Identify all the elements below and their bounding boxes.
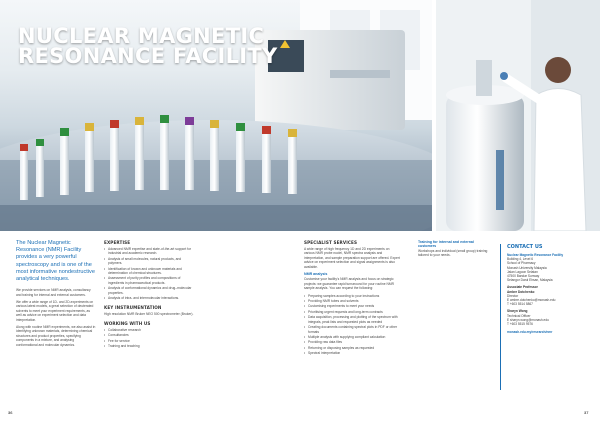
page-number-right: 37	[584, 410, 589, 415]
list-item: • Assessment of purity profiles and compositions of ingredients in pharmaceutical products.	[104, 276, 194, 285]
list-item: • Consultancies	[104, 333, 194, 337]
contact-panel	[500, 244, 586, 390]
working-heading: WORKING WITH US	[104, 320, 151, 326]
page-title: NUCLEAR MAGNETIC RESONANCE FACILITY	[18, 24, 278, 68]
contact-org: Nuclear Magnetic Resonance Facility	[507, 253, 564, 257]
intro-paragraph: We provide services on NMR analysis, consultancy and training for internal and external customers.	[16, 288, 91, 297]
person2-name: Sharyn Wong	[507, 309, 528, 314]
expertise-heading: EXPERTISE	[104, 240, 131, 245]
training-heading: Training for internal and external customers	[418, 240, 474, 249]
training-text: Workshops and individual (small group) training tailored to your needs.	[418, 248, 488, 258]
list-item: • Returning or disposing samples as requested	[304, 346, 400, 350]
person2-role: Technical Officer	[507, 313, 531, 318]
list-item: • Analysis of conformational dynamics and drug–molecular properties.	[104, 286, 194, 295]
intro-paragraph: We offer a wide range of 1D- and 2D-experiments on various latest models, a great selection of deuterated solvents to meet your experiment requirements, as well as advice on experiment selection and data interpretation.	[16, 300, 94, 322]
lab-photo-left	[0, 0, 432, 231]
list-item: • Creating documents containing spectral plots in PDF or other formats	[304, 325, 400, 334]
working-list	[104, 328, 194, 349]
person1-phone: T +603 5514 5867	[507, 302, 533, 307]
list-item: • Fee for service	[104, 339, 194, 343]
list-item: • Analysis of small molecules, natural products, and polymers.	[104, 257, 194, 266]
list-item: • Multiple analysis with supplying compliant calculation	[304, 335, 400, 339]
person1-email[interactable]: E ambre.dotchenko@monash.edu	[507, 298, 556, 303]
website-link[interactable]: monash.edu.my/research/nmr	[507, 330, 553, 335]
list-item: • Prioritising urgent requests and long-term contracts	[304, 310, 400, 314]
list-item: • Customising experiments to meet your needs	[304, 304, 400, 308]
training-column	[418, 240, 490, 261]
instrumentation-text: High resolution NMR Bruker NEO 500 spectrometer (Bruker).	[104, 312, 194, 317]
list-item: • Providing raw data files	[304, 340, 400, 344]
expertise-column	[104, 240, 194, 350]
person2-email[interactable]: E sharyn.wong@monash.edu	[507, 317, 549, 322]
person1-title: Associate Professor	[507, 285, 538, 290]
intro-column	[16, 240, 96, 350]
list-item: • Training and teaching	[104, 344, 194, 348]
specialist-intro: A wide range of high frequency 1D and 2D experiments on various NMR probe nuclei, NMR spectra analysis and interpretation, and sample preparation support are offered. Expert advice on experiment selection and signal assignments is also available.	[304, 247, 400, 269]
intro-lead: The Nuclear Magnetic Resonance (NMR) Facility provides a very powerful spectroscopy and is one of the most informative nondestructive analytical techniques.	[16, 240, 95, 283]
list-item: • Providing NMR tubes and solvents	[304, 299, 400, 303]
address-line: Jalan Lagoon Selatan	[507, 269, 538, 274]
list-item: • Identification of known and unknown materials and determination of chemical structures.	[104, 267, 194, 276]
scientist-photo-illustration	[436, 0, 600, 231]
list-item: • Collaborative research	[104, 328, 194, 332]
specialist-column	[304, 240, 400, 357]
list-item: • Advanced NMR expertise and state-of-the-art support for industrial and academic research.	[104, 247, 194, 256]
instrumentation-heading: KEY INSTRUMENTATION	[104, 305, 162, 311]
page-number-left: 36	[8, 410, 13, 415]
intro-paragraph: Along with routine NMR experiments, we also assist in identifying unknown materials, determining chemical structures and product properties, specifying components in a mixture, and analysing conformational and molecular dynamics.	[16, 325, 96, 347]
address-line: Selangor Darul Ehsan, Malaysia	[507, 278, 553, 283]
list-item: • Preparing samples according to your instructions	[304, 294, 400, 298]
person1-name: Ambre Dotchenko	[507, 289, 535, 294]
list-item: • Data acquisition, processing and plotting of the spectrum with integrals, peak lists and requested plots as needed	[304, 315, 400, 324]
expertise-list	[104, 247, 194, 300]
nmr-analysis-text: Customise your facility's NMR analysis and focus on strategic projects: we guarantee rapid turnaround for your routine NMR sample analysis. You can request the following:	[304, 277, 394, 291]
lab-photo-right	[436, 0, 600, 231]
list-item: • Spectral interpretation	[304, 351, 400, 355]
specialist-list	[304, 294, 400, 356]
person2-phone: T +603 5515 9576	[507, 322, 533, 327]
contact-heading: CONTACT US	[507, 244, 543, 250]
address-line: School of Pharmacy	[507, 261, 536, 266]
list-item: • Analysis of intra- and intermolecular interactions.	[104, 296, 194, 300]
person1-role: Director	[507, 293, 519, 298]
specialist-heading: SPECIALIST SERVICES	[304, 240, 358, 245]
address-line: Monash University Malaysia	[507, 265, 547, 270]
nmr-analysis-subheading: NMR analysis	[304, 272, 328, 277]
address-line: 47500 Bandar Sunway	[507, 274, 540, 279]
address-line: Building 4, Level 6	[507, 257, 534, 262]
